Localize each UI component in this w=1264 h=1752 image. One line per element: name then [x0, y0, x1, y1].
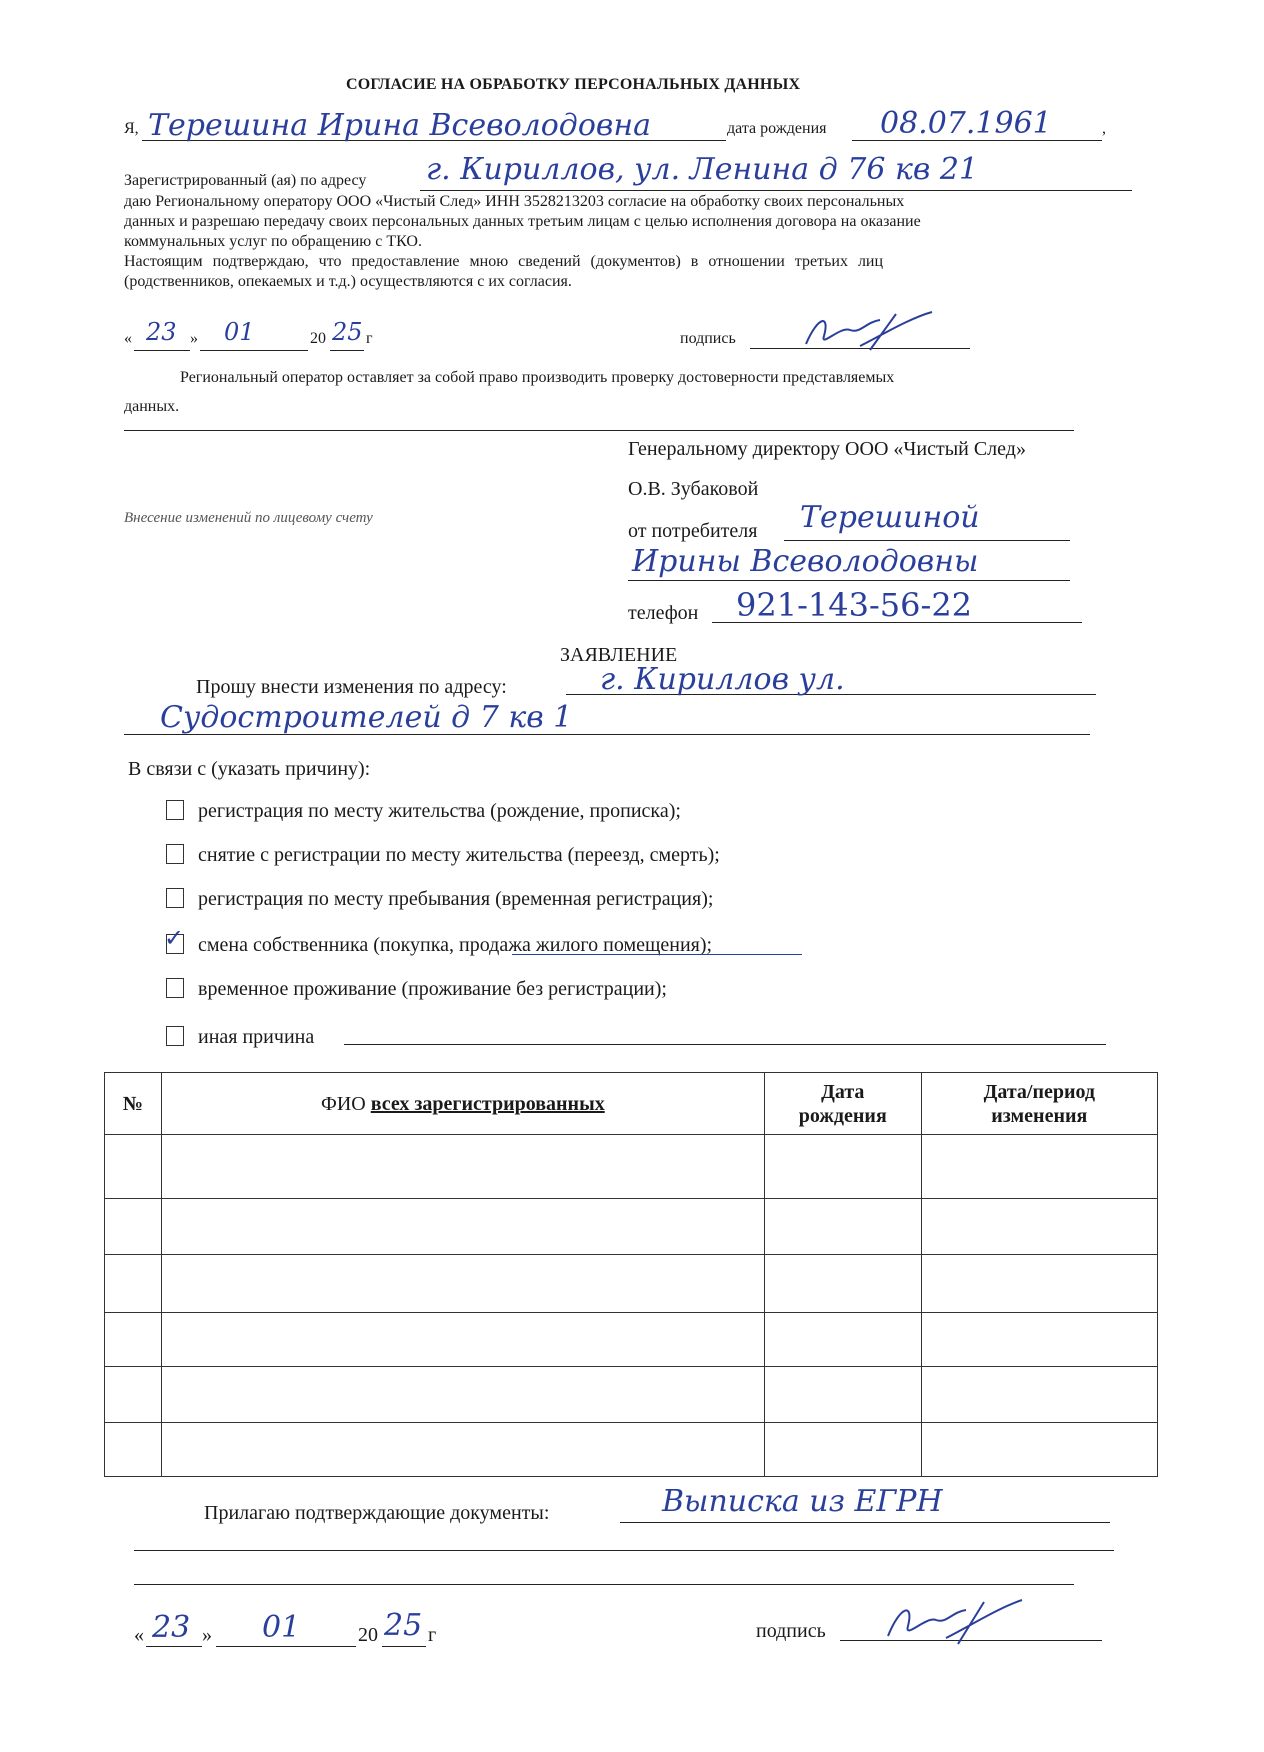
table-cell-fio[interactable]: [161, 1199, 764, 1255]
consent-day-line: [134, 350, 190, 351]
reason-checkbox-2[interactable]: [166, 844, 184, 864]
reason-label-4: смена собственника (покупка, продажа жилого помещения);: [198, 934, 713, 956]
table-cell-dob[interactable]: [764, 1255, 921, 1313]
attachments-line-1: [620, 1522, 1110, 1523]
table-cell-fio[interactable]: [161, 1255, 764, 1313]
dob-handwritten[interactable]: 08.07.1961: [880, 106, 1052, 141]
from-label: от потребителя: [628, 520, 758, 542]
footer-month-line: [216, 1646, 356, 1647]
reason-checkbox-4-checkmark: ✓: [164, 924, 185, 952]
table-row: [105, 1199, 1158, 1255]
verification-text: [124, 368, 1134, 388]
table-cell-change[interactable]: [921, 1135, 1157, 1199]
from-handwritten-line-1[interactable]: Терешиной: [800, 500, 980, 535]
table-cell-dob[interactable]: [764, 1135, 921, 1199]
consent-paragraph-2-line-2: (родственников, опекаемых и т.д.) осуществляются с их согласия.: [124, 273, 572, 290]
footer-day-handwritten[interactable]: 23: [152, 1610, 191, 1645]
side-note: Внесение изменений по лицевому счету: [124, 510, 373, 526]
attachments-line-2[interactable]: [134, 1550, 1114, 1551]
verification-text-line-2: данных.: [124, 398, 180, 415]
other-reason-line[interactable]: [344, 1044, 1106, 1045]
addressee-line-1: Генеральному директору ООО «Чистый След»: [628, 438, 1026, 460]
table-cell-num[interactable]: [105, 1423, 162, 1477]
phone-label: телефон: [628, 602, 699, 624]
table-cell-fio[interactable]: [161, 1423, 764, 1477]
consent-year-line: [330, 350, 364, 351]
name-handwritten[interactable]: Терешина Ирина Всеволодовна: [148, 108, 651, 143]
reason-label: В связи с (указать причину):: [128, 758, 371, 780]
footer-signature-scribble: [880, 1592, 1030, 1650]
consent-day-handwritten[interactable]: 23: [146, 318, 177, 346]
consent-paragraph-1-line-1: даю Региональному оператору ООО «Чистый След» ИНН 3528213203 согласие на обработку своих персональных: [124, 193, 905, 210]
reason-checkbox-5[interactable]: [166, 978, 184, 998]
reg-address-handwritten[interactable]: г. Кириллов, ул. Ленина д 76 кв 21: [426, 152, 979, 187]
table-cell-fio[interactable]: [161, 1313, 764, 1367]
reason-label-3: регистрация по месту пребывания (временная регистрация);: [198, 888, 714, 910]
reason-label-5: временное проживание (проживание без регистрации);: [198, 978, 667, 1000]
footer-date-close-quote: »: [202, 1624, 212, 1646]
table-cell-num[interactable]: [105, 1199, 162, 1255]
consent-month-handwritten[interactable]: 01: [224, 318, 255, 346]
consent-date-close-quote: »: [190, 330, 198, 347]
addressee-line-2: О.В. Зубаковой: [628, 478, 759, 500]
consent-month-line: [200, 350, 308, 351]
footer-date-open-quote: «: [134, 1624, 144, 1646]
table-cell-dob[interactable]: [764, 1199, 921, 1255]
col-fio-header-underlined: всех зарегистрированных: [370, 1092, 605, 1115]
table-cell-change[interactable]: [921, 1367, 1157, 1423]
consent-signature-scribble: [800, 306, 940, 356]
table-cell-change[interactable]: [921, 1423, 1157, 1477]
footer-year-suffix: г: [428, 1624, 437, 1646]
section-divider: [124, 430, 1074, 431]
col-change-header-line-1: Дата/период: [983, 1080, 1096, 1103]
request-address-handwritten-line-2[interactable]: Судостроителей д 7 кв 1: [160, 700, 573, 735]
dob-label: дата рождения: [727, 120, 827, 137]
table-row: [105, 1423, 1158, 1477]
col-dob-header: [764, 1073, 921, 1135]
table-cell-dob[interactable]: [764, 1367, 921, 1423]
reg-label: Зарегистрированный (ая) по адресу: [124, 172, 367, 189]
table-cell-change[interactable]: [921, 1313, 1157, 1367]
from-handwritten-line-2[interactable]: Ирины Всеволодовны: [632, 544, 979, 579]
footer-day-line: [146, 1646, 202, 1647]
col-change-header: [921, 1073, 1157, 1135]
col-change-header-line-2: изменения: [991, 1104, 1088, 1127]
footer-year-line: [382, 1646, 426, 1647]
phone-handwritten[interactable]: 921-143-56-22: [736, 586, 973, 624]
reg-line: [420, 190, 1132, 191]
col-dob-header-line-2: рождения: [798, 1104, 887, 1127]
consent-year-prefix: 20: [310, 330, 326, 347]
ya-label: Я,: [124, 120, 139, 137]
footer-month-handwritten[interactable]: 01: [262, 1610, 301, 1645]
table-row: [105, 1367, 1158, 1423]
consent-paragraph-1: [124, 192, 1134, 292]
table-cell-fio[interactable]: [161, 1135, 764, 1199]
consent-title: СОГЛАСИЕ НА ОБРАБОТКУ ПЕРСОНАЛЬНЫХ ДАННЫХ: [346, 76, 801, 93]
consent-signature-label: подпись: [680, 330, 736, 347]
footer-signature-label: подпись: [756, 1620, 826, 1642]
footer-year-handwritten[interactable]: 25: [384, 1608, 423, 1643]
table-cell-num[interactable]: [105, 1367, 162, 1423]
from-line-2: [628, 580, 1070, 581]
table-cell-num[interactable]: [105, 1313, 162, 1367]
footer-year-prefix: 20: [358, 1624, 378, 1646]
col-num-header: №: [105, 1073, 162, 1135]
table-row: [105, 1135, 1158, 1199]
request-label: Прошу внести изменения по адресу:: [196, 676, 507, 698]
verification-text-line-1: Региональный оператор оставляет за собой право производить проверку достоверности представляемых: [180, 369, 895, 386]
consent-date-open-quote: «: [124, 330, 132, 347]
table-cell-dob[interactable]: [764, 1313, 921, 1367]
reason-label-2: снятие с регистрации по месту жительства (переезд, смерть);: [198, 844, 720, 866]
consent-year-handwritten[interactable]: 25: [332, 318, 363, 346]
reason-4-underline-mark: [512, 954, 802, 955]
table-cell-fio[interactable]: [161, 1367, 764, 1423]
attachments-label: Прилагаю подтверждающие документы:: [204, 1502, 550, 1524]
table-row: [105, 1255, 1158, 1313]
table-cell-dob[interactable]: [764, 1423, 921, 1477]
col-fio-header: [161, 1073, 764, 1135]
table-row: [105, 1313, 1158, 1367]
request-address-handwritten-line-1[interactable]: г. Кириллов ул.: [600, 662, 845, 697]
table-cell-num[interactable]: [105, 1135, 162, 1199]
application-heading: ЗАЯВЛЕНИЕ: [560, 644, 678, 666]
reason-checkbox-1[interactable]: [166, 800, 184, 820]
reason-label-6: иная причина: [198, 1026, 315, 1048]
registered-persons-table: [104, 1072, 1158, 1477]
attachments-handwritten[interactable]: Выписка из ЕГРН: [662, 1484, 943, 1519]
from-line-1: [784, 540, 1070, 541]
table-cell-change[interactable]: [921, 1199, 1157, 1255]
consent-year-suffix: г: [366, 330, 373, 347]
table-cell-num[interactable]: [105, 1255, 162, 1313]
col-dob-header-line-1: Дата: [821, 1080, 865, 1103]
dob-comma: ,: [1102, 120, 1106, 137]
reason-checkbox-3[interactable]: [166, 888, 184, 908]
reason-label-1: регистрация по месту жительства (рождение, прописка);: [198, 800, 681, 822]
consent-paragraph-1-line-2: данных и разрешаю передачу своих персональных данных третьим лицам с целью исполнения договора на оказание: [124, 213, 921, 230]
consent-paragraph-1-line-3: коммунальных услуг по обращению с ТКО.: [124, 233, 422, 250]
table-header-row: [105, 1073, 1158, 1135]
attachments-line-3[interactable]: [134, 1584, 1074, 1585]
reason-checkbox-6[interactable]: [166, 1026, 184, 1046]
table-cell-change[interactable]: [921, 1255, 1157, 1313]
col-fio-header-prefix: ФИО: [321, 1092, 371, 1115]
consent-paragraph-2-line-1: Настоящим подтверждаю, что предоставление мною сведений (документов) в отношении третьих лиц: [124, 253, 884, 270]
